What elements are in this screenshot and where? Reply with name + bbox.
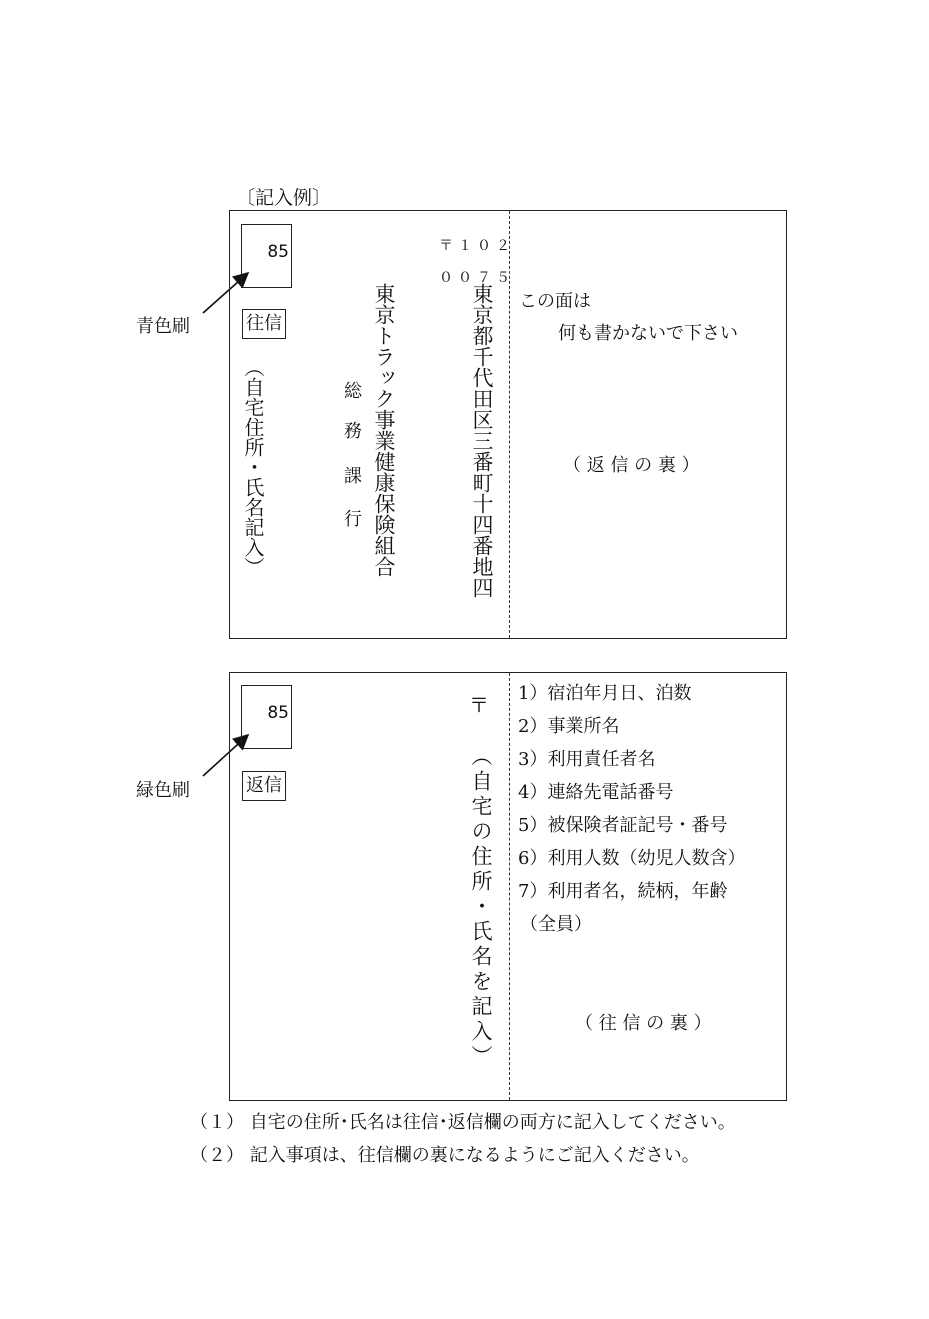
department-2: 務 [341, 421, 362, 439]
back-title: この面は [519, 291, 591, 312]
list-item: 1）宿泊年月日、泊数 [518, 683, 692, 704]
back-caption: （ 返 信 の 裏 ） [563, 455, 700, 476]
outgoing-tag: 往信 [242, 309, 286, 339]
recipient-address: 東京都千代田区三番町十四番地四 [470, 283, 494, 598]
address-note: （自宅の住所・氏名を記入） [469, 745, 493, 1070]
back-caption: （ 往 信 の 裏 ） [575, 1013, 712, 1034]
blue-print-label: 青色刷 [136, 316, 190, 337]
postage-stamp-box [241, 224, 292, 288]
example-heading: 〔記入例〕 [236, 187, 332, 209]
reply-postcard [229, 210, 787, 639]
department-1: 総 [341, 381, 362, 399]
recipient-organization: 東京トラック事業健康保険組合 [372, 283, 396, 577]
list-item: （全員） [520, 914, 592, 935]
postal-mark: 〒 [469, 693, 489, 717]
return-postcard [229, 672, 787, 1101]
stamp-value: 85 [267, 703, 289, 723]
green-print-label: 緑色刷 [136, 780, 190, 801]
list-item: 4）連絡先電話番号 [518, 782, 674, 803]
return-tag: 返信 [242, 771, 286, 801]
department-4: 行 [341, 509, 362, 527]
note-2: （２） 記入事項は、往信欄の裏になるようにご記入ください。 [190, 1145, 700, 1166]
list-item: 6）利用人数（幼児人数含） [518, 848, 746, 869]
back-instruction: 何も書かないで下さい [558, 323, 738, 344]
sender-note: （自宅住所・氏名記入） [241, 357, 265, 577]
fold-divider [509, 673, 510, 1100]
list-item: 7）利用者名，続柄，年齢 [518, 881, 728, 902]
department-3: 課 [341, 466, 362, 484]
stamp-value: 85 [267, 242, 289, 262]
required-items-list [518, 681, 745, 945]
list-item: 3）利用責任者名 [518, 749, 656, 770]
postal-code-line1: 〒１０２ [439, 238, 515, 254]
postage-stamp-box [241, 685, 292, 749]
note-1: （１） 自宅の住所･氏名は往信･返信欄の両方に記入してください。 [190, 1112, 736, 1133]
list-item: 5）被保険者証記号・番号 [518, 815, 728, 836]
postal-code-line2: ００７５ [439, 270, 515, 286]
list-item: 2）事業所名 [518, 716, 620, 737]
